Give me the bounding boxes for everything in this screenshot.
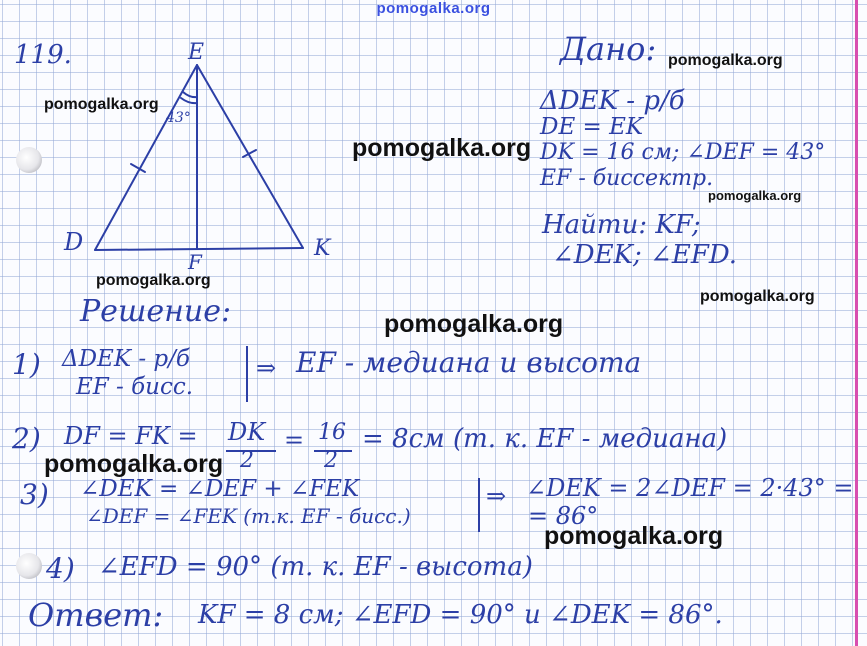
step-2-number: 2) [12,422,41,455]
step-3-brace [478,478,480,532]
answer-label: Ответ: [28,596,164,634]
given-line-4: EF - биссектр. [540,166,714,191]
watermark: pomogalka.org [96,272,211,289]
angle-arc-2 [181,98,197,103]
step-1-right: EF - медиана и высота [296,346,642,379]
step-3-right-line-2: = 86° [528,502,599,530]
step-1-number: 1) [12,348,41,381]
angle-arc-1 [183,92,197,97]
step-1-brace [246,346,248,402]
find-line-2: ∠DEK; ∠EFD. [552,240,738,270]
step-4-number: 4) [46,552,75,585]
side-de [95,65,197,250]
step-1-left-line-2: EF - бисс. [76,374,194,400]
step-3-number: 3) [20,478,49,511]
step-1-arrow: ⇒ [256,354,277,382]
step-3-left-line-2: ∠DEF = ∠FEK (т.к. EF - бисс.) [86,504,411,528]
vertex-d-label: D [64,228,84,256]
given-line-3: DK = 16 см; ∠DEF = 43° [540,140,826,165]
given-line-1: ΔDEK - р/б [540,86,685,116]
step-2-fraction-2-numerator: 16 [318,420,346,445]
step-2-fraction-1-numerator: DK [228,418,266,446]
step-3-arrow: ⇒ [486,482,507,510]
watermark: pomogalka.org [700,288,815,305]
step-2-fraction-1-denominator: 2 [240,448,254,473]
side-ek [197,65,303,248]
step-3-left-line-1: ∠DEK = ∠DEF + ∠FEK [80,476,360,502]
solution-heading: Решение: [80,294,232,329]
angle-label: 43° [166,110,191,126]
watermark: pomogalka.org [708,188,802,203]
watermark: pomogalka.org [384,310,564,338]
watermark: pomogalka.org [352,134,532,162]
watermark-top: pomogalka.org [376,0,491,17]
find-line-1: Найти: KF; [542,210,701,240]
given-line-2: DE = EK [540,114,644,140]
answer-text: KF = 8 см; ∠EFD = 90° и ∠DEK = 86°. [198,600,723,630]
step-3-right-line-1: ∠DEK = 2∠DEF = 2·43° = [526,474,854,502]
problem-number: 119. [14,40,72,70]
step-4-text: ∠EFD = 90° (т. к. EF - высота) [98,552,533,582]
step-2-fraction-2-denominator: 2 [324,448,338,473]
watermark: pomogalka.org [668,52,783,69]
watermark: pomogalka.org [44,450,224,478]
watermark: pomogalka.org [544,522,724,550]
vertex-e-label: E [188,40,205,65]
step-2-rest: = 8см (т. к. EF - медиана) [362,424,728,454]
step-1-left-line-1: ΔDEK - р/б [62,346,190,372]
watermark: pomogalka.org [44,96,159,113]
vertex-k-label: K [314,236,331,261]
given-heading: Дано: [560,30,657,68]
step-2-equals: = [284,426,305,454]
point-f-label: F [188,250,202,274]
step-2-lead: DF = FK = [64,422,198,450]
